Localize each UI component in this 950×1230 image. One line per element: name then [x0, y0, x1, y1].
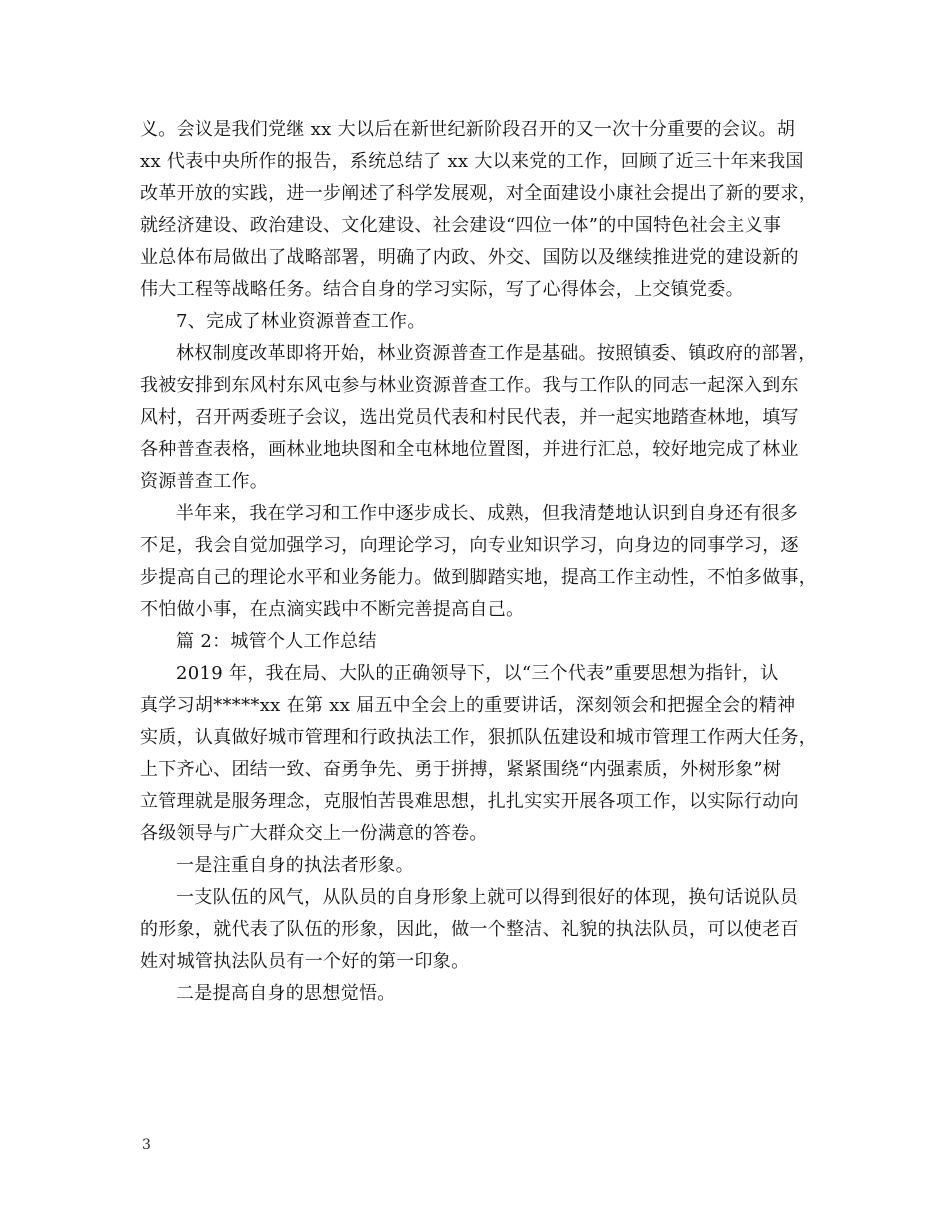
text-line: 的形象，就代表了队伍的形象，因此，做一个整洁、礼貌的执法队员，可以使老百: [140, 919, 799, 940]
text-line: 业总体布局做出了战略部署，明确了内政、外交、国防以及继续推进党的建设新的: [140, 247, 799, 268]
text-line: 真学习胡*****xx 在第 xx 届五中全会上的重要讲话，深刻领会和把握全会的精神: [140, 695, 796, 716]
paragraph: [140, 338, 822, 498]
text-line: 不怕做小事，在点滴实践中不断完善提高自己。: [140, 599, 525, 620]
page-number: 3: [142, 1137, 151, 1153]
section-heading: [140, 850, 822, 882]
text-line: xx 代表中央所作的报告，系统总结了 xx 大以来党的工作，回顾了近三十年来我国: [140, 151, 804, 172]
text-line: 一支队伍的风气，从队员的自身形象上就可以得到很好的体现，换句话说队员: [176, 887, 799, 908]
text-line: 姓对城管执法队员有一个好的第一印象。: [140, 951, 470, 972]
text-line: 就经济建设、政治建设、文化建设、社会建设“四位一体”的中国特色社会主义事: [140, 215, 782, 236]
text-line: 伟大工程等战略任务。结合自身的学习实际，写了心得体会，上交镇党委。: [140, 279, 744, 300]
text-line: 一是注重自身的执法者形象。: [176, 855, 414, 876]
paragraph: [140, 498, 822, 626]
text-line: 2019 年，我在局、大队的正确领导下，以“三个代表”重要思想为指针，认: [176, 663, 779, 684]
text-line: 资源普查工作。: [140, 471, 269, 492]
text-line: 7、完成了林业资源普查工作。: [176, 311, 426, 332]
text-line: 立管理就是服务理念，克服怕苦畏难思想，扎扎实实开展各项工作，以实际行动向: [140, 791, 799, 812]
text-line: 各种普查表格，画林业地块图和全屯林地位置图，并进行汇总，较好地完成了林业: [140, 439, 799, 460]
paragraph: [140, 114, 822, 306]
text-line: 风村，召开两委班子会议，选出党员代表和村民代表，并一起实地踏查林地，填写: [140, 407, 799, 428]
text-line: 林权制度改革即将开始，林业资源普查工作是基础。按照镇委、镇政府的部署，: [176, 343, 817, 364]
text-line: 篇 2：城管个人工作总结: [176, 631, 377, 652]
text-line: 我被安排到东风村东风屯参与林业资源普查工作。我与工作队的同志一起深入到东: [140, 375, 799, 396]
paragraph: [140, 882, 822, 978]
document-body: [140, 114, 822, 1010]
text-line: 不足，我会自觉加强学习，向理论学习，向专业知识学习，向身边的同事学习，逐: [140, 535, 799, 556]
text-line: 上下齐心、团结一致、奋勇争先、勇于拼搏，紧紧围绕“内强素质，外树形象”树: [140, 759, 782, 780]
section-heading: [140, 978, 822, 1010]
text-line: 义。会议是我们党继 xx 大以后在新世纪新阶段召开的又一次十分重要的会议。胡: [140, 119, 796, 140]
paragraph: [140, 658, 822, 850]
section-heading: [140, 306, 822, 338]
text-line: 步提高自己的理论水平和业务能力。做到脚踏实地，提高工作主动性，不怕多做事，: [140, 567, 818, 588]
section-heading: [140, 626, 822, 658]
text-line: 实质，认真做好城市管理和行政执法工作，狠抓队伍建设和城市管理工作两大任务，: [140, 727, 818, 748]
text-line: 各级领导与广大群众交上一份满意的答卷。: [140, 823, 488, 844]
text-line: 二是提高自身的思想觉悟。: [176, 983, 396, 1004]
text-line: 改革开放的实践，进一步阐述了科学发展观，对全面建设小康社会提出了新的要求，: [140, 183, 818, 204]
text-line: 半年来，我在学习和工作中逐步成长、成熟，但我清楚地认识到自身还有很多: [176, 503, 799, 524]
